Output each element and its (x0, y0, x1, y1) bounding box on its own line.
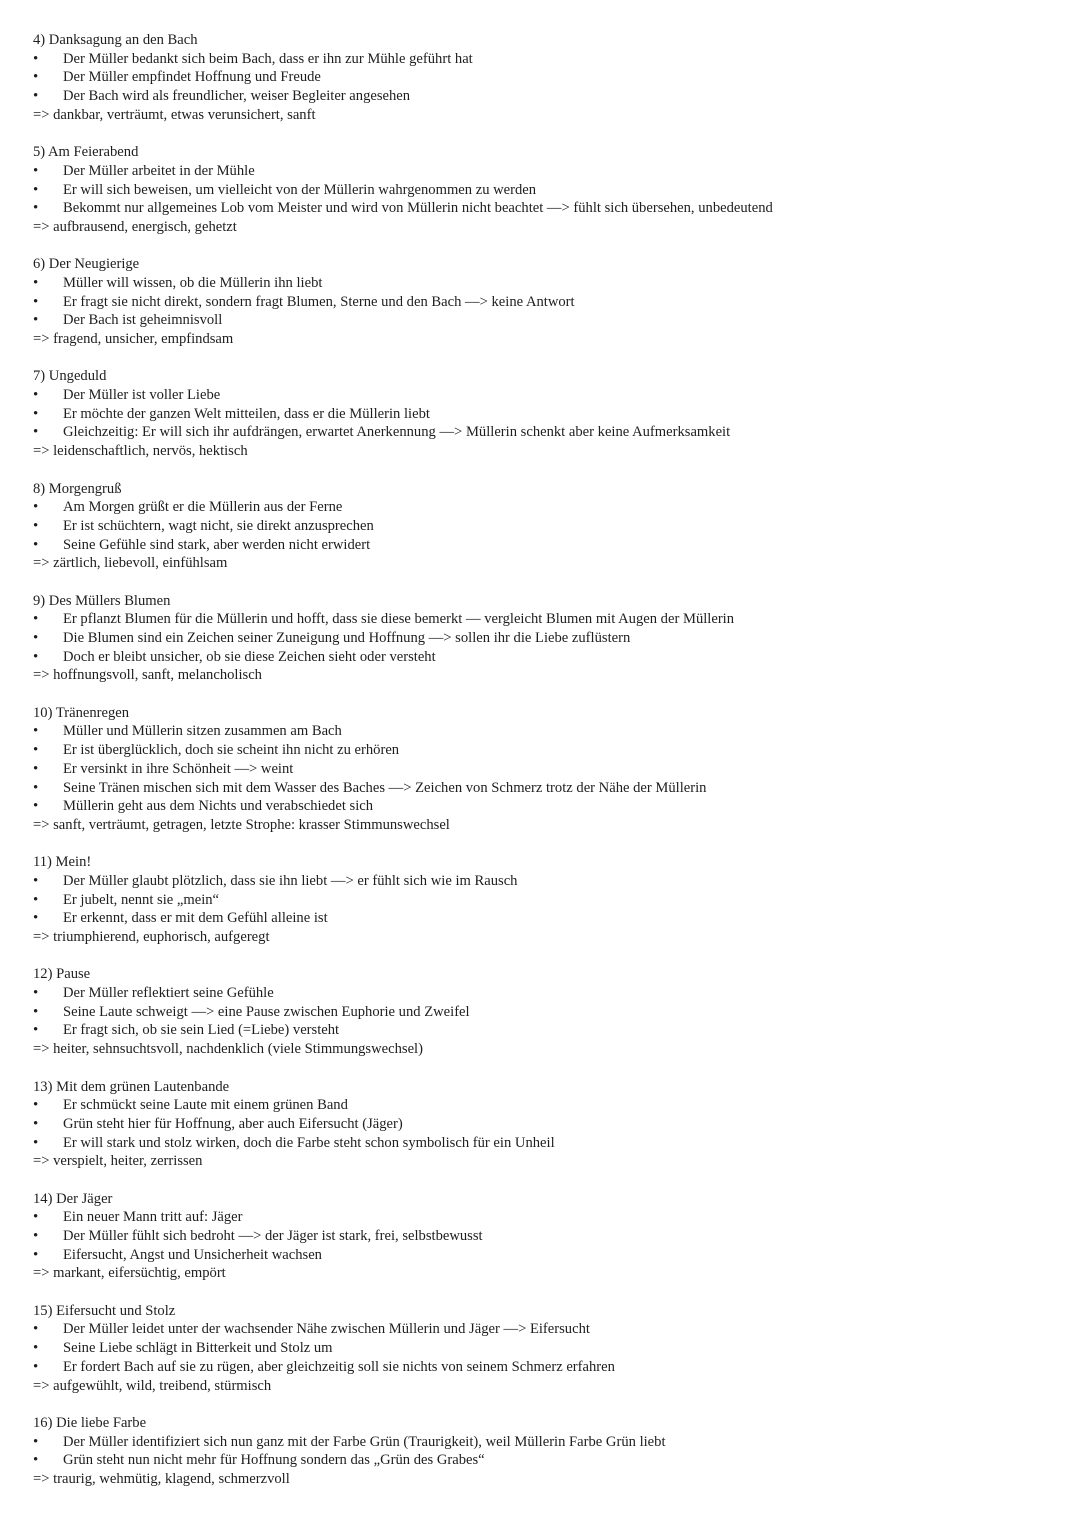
mood-summary: => aufbrausend, energisch, gehetzt (33, 218, 237, 235)
section-heading: 6) Der Neugierige (33, 256, 140, 273)
bullet-item: • Der Müller empfindet Hoffnung und Freude (33, 68, 1063, 87)
bullet-item: • Seine Laute schweigt —> eine Pause zwischen Euphorie und Zweifel (33, 1003, 1063, 1022)
bullet-item: • Müller will wissen, ob die Müllerin ihn liebt (33, 274, 1063, 293)
section-heading: 10) Tränenregen (33, 704, 130, 721)
song-section (33, 1414, 1063, 1489)
section-heading: 14) Der Jäger (33, 1190, 113, 1207)
bullet-item: • Die Blumen sind ein Zeichen seiner Zuneigung und Hoffnung —> sollen ihr die Liebe zuflüstern (33, 629, 1063, 648)
bullet-item: • Er möchte der ganzen Welt mitteilen, dass er die Müllerin liebt (33, 405, 1063, 424)
bullet-item: • Er fragt sich, ob sie sein Lied (=Liebe) versteht (33, 1021, 1063, 1040)
mood-summary: => zärtlich, liebevoll, einfühlsam (33, 555, 228, 572)
section-heading: 15) Eifersucht und Stolz (33, 1302, 176, 1319)
mood-summary: => aufgewühlt, wild, treibend, stürmisch (33, 1377, 272, 1394)
bullet-item: • Er erkennt, dass er mit dem Gefühl alleine ist (33, 909, 1063, 928)
bullet-item: • Seine Tränen mischen sich mit dem Wasser des Baches —> Zeichen von Schmerz trotz der Nähe der Müllerin (33, 779, 1063, 798)
song-section (33, 143, 1063, 236)
song-section (33, 704, 1063, 835)
bullet-item: • Gleichzeitig: Er will sich ihr aufdrängen, erwartet Anerkennung —> Müllerin schenkt aber keine Aufmerksamkeit (33, 423, 1063, 442)
song-section (33, 480, 1063, 573)
song-section (33, 1302, 1063, 1395)
bullet-item: • Er will sich beweisen, um vielleicht von der Müllerin wahrgenommen zu werden (33, 181, 1063, 200)
section-heading: 7) Ungeduld (33, 368, 107, 385)
section-heading: 9) Des Müllers Blumen (33, 592, 171, 609)
mood-summary: => markant, eifersüchtig, empört (33, 1265, 226, 1282)
bullet-item: • Er ist überglücklich, doch sie scheint ihn nicht zu erhören (33, 741, 1063, 760)
section-heading: 11) Mein! (33, 854, 92, 871)
bullet-item: • Der Müller bedankt sich beim Bach, dass er ihn zur Mühle geführt hat (33, 50, 1063, 69)
bullet-item: • Seine Liebe schlägt in Bitterkeit und Stolz um (33, 1339, 1063, 1358)
bullet-item: • Der Müller reflektiert seine Gefühle (33, 984, 1063, 1003)
bullet-item: • Der Müller leidet unter der wachsender Nähe zwischen Müllerin und Jäger —> Eifersucht (33, 1320, 1063, 1339)
mood-summary: => dankbar, verträumt, etwas verunsichert, sanft (33, 106, 316, 123)
bullet-item: • Er schmückt seine Laute mit einem grünen Band (33, 1096, 1063, 1115)
mood-summary: => sanft, verträumt, getragen, letzte Strophe: krasser Stimmunswechsel (33, 816, 450, 833)
mood-summary: => triumphierend, euphorisch, aufgeregt (33, 929, 270, 945)
mood-summary: => heiter, sehnsuchtsvoll, nachdenklich (viele Stimmungswechsel) (33, 1041, 423, 1058)
song-section (33, 31, 1063, 124)
section-heading: 16) Die liebe Farbe (33, 1414, 147, 1431)
song-section (33, 853, 1063, 946)
bullet-item: • Müller und Müllerin sitzen zusammen am Bach (33, 722, 1063, 741)
song-section (33, 1078, 1063, 1171)
section-heading: 13) Mit dem grünen Lautenbande (33, 1078, 230, 1095)
bullet-item: • Seine Gefühle sind stark, aber werden nicht erwidert (33, 536, 1063, 555)
bullet-item: • Der Müller identifiziert sich nun ganz mit der Farbe Grün (Traurigkeit), weil Müllerin Farbe Grün liebt (33, 1433, 1063, 1452)
section-heading: 5) Am Feierabend (33, 144, 139, 161)
bullet-item: • Bekommt nur allgemeines Lob vom Meister und wird von Müllerin nicht beachtet —> fühlt sich übersehen, unbedeutend (33, 199, 1063, 218)
bullet-item: • Ein neuer Mann tritt auf: Jäger (33, 1208, 1063, 1227)
mood-summary: => traurig, wehmütig, klagend, schmerzvoll (33, 1470, 290, 1487)
song-section (33, 255, 1063, 348)
song-section (33, 367, 1063, 460)
bullet-item: • Der Bach ist geheimnisvoll (33, 311, 1063, 330)
mood-summary: => leidenschaftlich, nervös, hektisch (33, 443, 248, 460)
section-heading: 8) Morgengruß (33, 480, 122, 497)
bullet-item: • Der Müller ist voller Liebe (33, 386, 1063, 405)
bullet-item: • Eifersucht, Angst und Unsicherheit wachsen (33, 1246, 1063, 1265)
bullet-item: • Er jubelt, nennt sie „mein“ (33, 891, 1063, 910)
bullet-item: • Doch er bleibt unsicher, ob sie diese Zeichen sieht oder versteht (33, 648, 1063, 667)
bullet-item: • Er fragt sie nicht direkt, sondern fragt Blumen, Sterne und den Bach —> keine Antwort (33, 293, 1063, 312)
mood-summary: => verspielt, heiter, zerrissen (33, 1153, 203, 1170)
bullet-item: • Am Morgen grüßt er die Müllerin aus der Ferne (33, 498, 1063, 517)
bullet-item: • Er fordert Bach auf sie zu rügen, aber gleichzeitig soll sie nichts von seinem Schmerz erfahren (33, 1358, 1063, 1377)
mood-summary: => fragend, unsicher, empfindsam (33, 331, 234, 347)
document-body (33, 31, 1063, 1507)
bullet-item: • Grün steht hier für Hoffnung, aber auch Eifersucht (Jäger) (33, 1115, 1063, 1134)
song-section (33, 1190, 1063, 1283)
bullet-item: • Er versinkt in ihre Schönheit —> weint (33, 760, 1063, 779)
bullet-item: • Grün steht nun nicht mehr für Hoffnung sondern das „Grün des Grabes“ (33, 1451, 1063, 1470)
bullet-item: • Der Müller fühlt sich bedroht —> der Jäger ist stark, frei, selbstbewusst (33, 1227, 1063, 1246)
mood-summary: => hoffnungsvoll, sanft, melancholisch (33, 667, 262, 684)
bullet-item: • Der Bach wird als freundlicher, weiser Begleiter angesehen (33, 87, 1063, 106)
bullet-item: • Er pflanzt Blumen für die Müllerin und hofft, dass sie diese bemerkt — vergleicht Blumen mit Augen der Müllerin (33, 610, 1063, 629)
section-heading: 12) Pause (33, 966, 91, 983)
section-heading: 4) Danksagung an den Bach (33, 32, 198, 48)
bullet-item: • Der Müller glaubt plötzlich, dass sie ihn liebt —> er fühlt sich wie im Rausch (33, 872, 1063, 891)
bullet-item: • Er ist schüchtern, wagt nicht, sie direkt anzusprechen (33, 517, 1063, 536)
bullet-item: • Der Müller arbeitet in der Mühle (33, 162, 1063, 181)
bullet-item: • Er will stark und stolz wirken, doch die Farbe steht schon symbolisch für ein Unheil (33, 1134, 1063, 1153)
bullet-item: • Müllerin geht aus dem Nichts und verabschiedet sich (33, 797, 1063, 816)
song-section (33, 592, 1063, 685)
song-section (33, 965, 1063, 1058)
